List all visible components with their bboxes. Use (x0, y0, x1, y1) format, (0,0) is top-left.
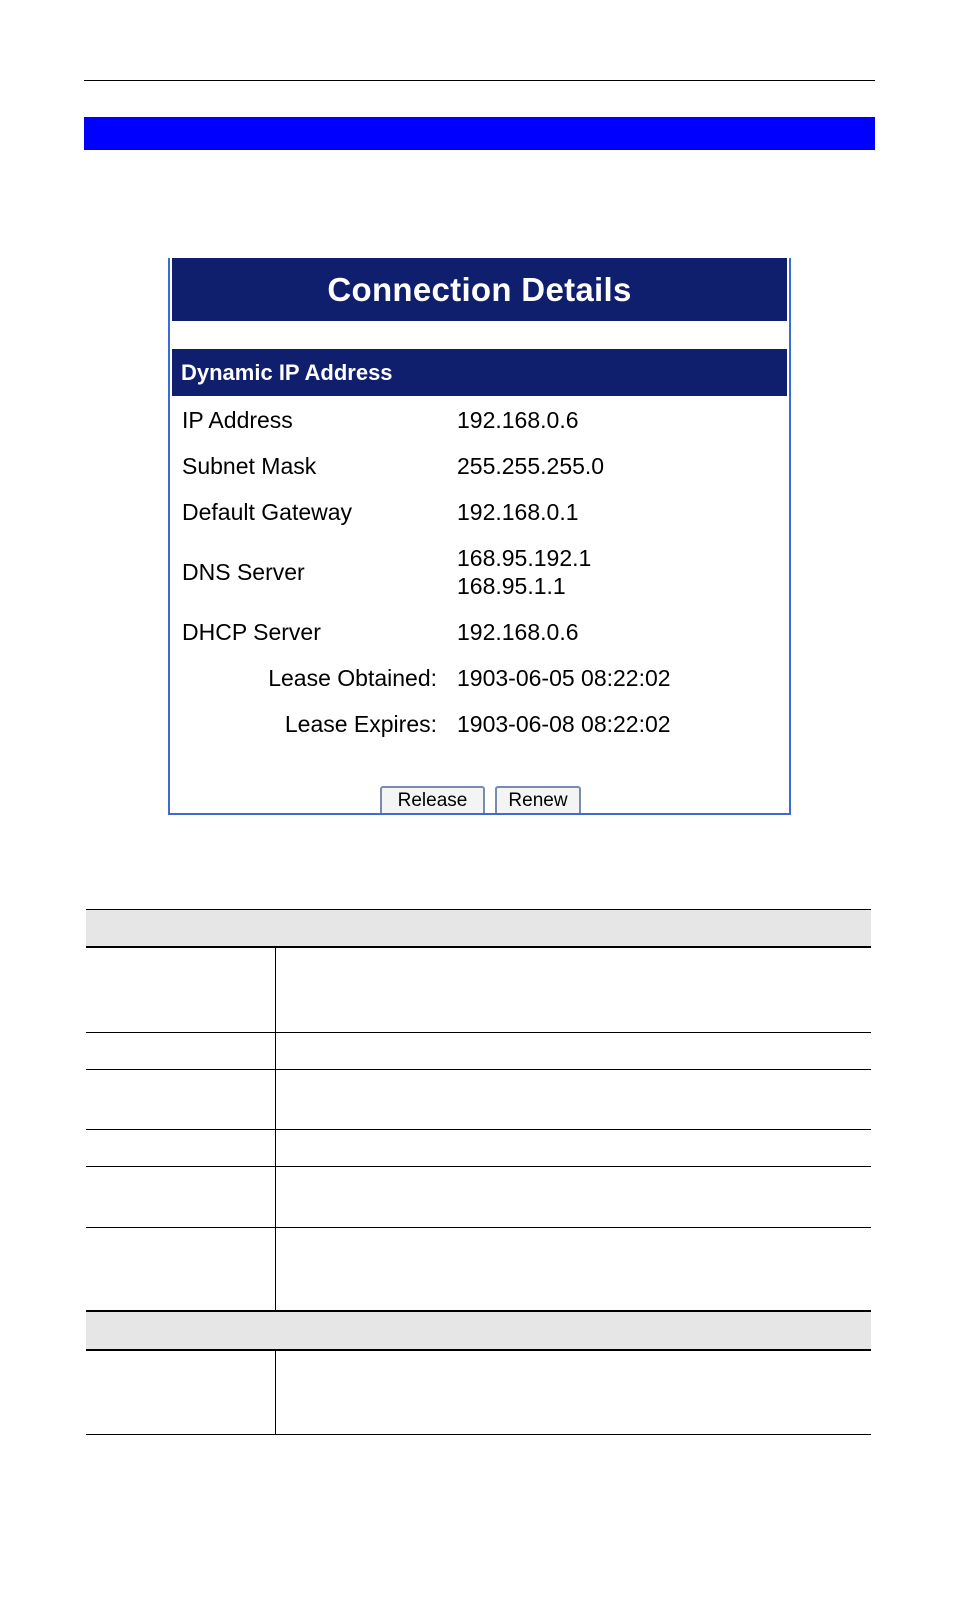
panel-title: Connection Details (172, 258, 787, 321)
table-section-header (86, 1312, 871, 1349)
subnet-mask-label: Subnet Mask (182, 453, 317, 479)
lease-obtained-value: 1903-06-05 08:22:02 (457, 665, 671, 691)
table-rule (86, 909, 871, 910)
ip-address-label: IP Address (182, 407, 293, 433)
table-rule (86, 946, 871, 948)
dhcp-server-label: DHCP Server (182, 619, 321, 645)
table-rule (86, 1349, 871, 1351)
renew-button[interactable]: Renew (495, 786, 581, 815)
release-button[interactable]: Release (380, 786, 485, 815)
table-section-header (86, 909, 871, 947)
subnet-mask-value: 255.255.255.0 (457, 453, 605, 479)
table-column-divider (275, 1351, 276, 1434)
dns-server-primary-value: 168.95.192.1 (457, 545, 592, 571)
page-top-rule (84, 80, 875, 81)
connection-details-panel (168, 258, 791, 815)
default-gateway-value: 192.168.0.1 (457, 499, 579, 525)
dns-server-secondary-value: 168.95.1.1 (457, 573, 566, 599)
dns-server-label: DNS Server (182, 559, 305, 585)
section-banner (84, 117, 875, 150)
dhcp-server-value: 192.168.0.6 (457, 619, 579, 645)
default-gateway-label: Default Gateway (182, 499, 353, 525)
table-row-rule (86, 1166, 871, 1167)
table-row-rule (86, 1227, 871, 1228)
ip-address-value: 192.168.0.6 (457, 407, 579, 433)
table-row-rule (86, 1434, 871, 1435)
table-row-rule (86, 1069, 871, 1070)
table-row-rule (86, 1129, 871, 1130)
lease-obtained-label: Lease Obtained: (268, 665, 437, 691)
dynamic-ip-section-header: Dynamic IP Address (172, 349, 787, 396)
lease-expires-label: Lease Expires: (284, 711, 437, 737)
lease-expires-value: 1903-06-08 08:22:02 (457, 711, 671, 737)
table-row-rule (86, 1032, 871, 1033)
